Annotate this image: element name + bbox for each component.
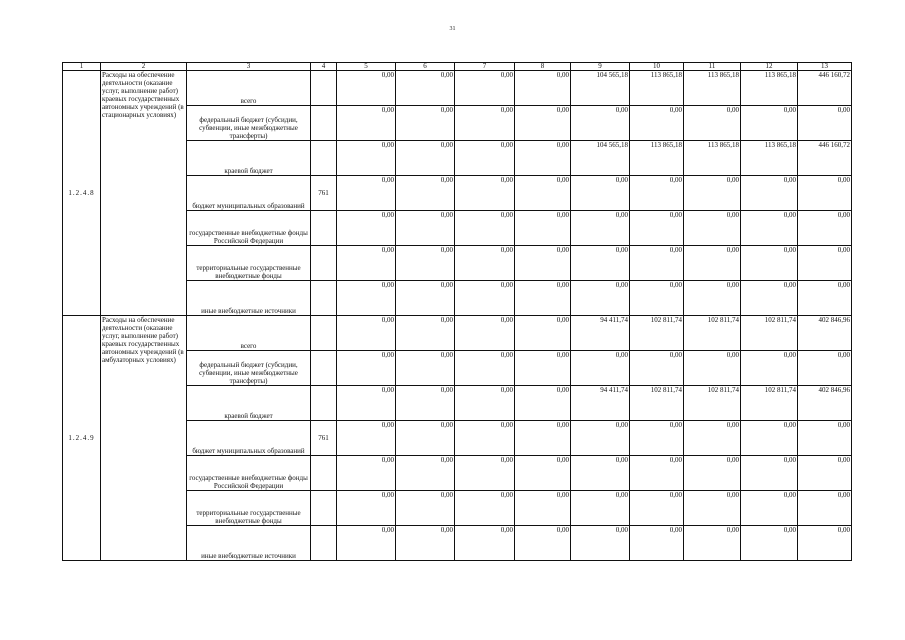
amount-cell: 0,00 bbox=[515, 456, 571, 491]
grbs-code: 761 bbox=[311, 176, 337, 211]
amount-cell: 0,00 bbox=[630, 526, 684, 561]
column-number: 11 bbox=[684, 63, 741, 71]
amount-cell: 0,00 bbox=[455, 386, 515, 421]
amount-cell: 0,00 bbox=[396, 281, 455, 316]
amount-cell: 0,00 bbox=[396, 351, 455, 386]
amount-cell: 0,00 bbox=[684, 176, 741, 211]
amount-cell: 0,00 bbox=[515, 491, 571, 526]
amount-cell: 0,00 bbox=[571, 526, 630, 561]
amount-cell: 0,00 bbox=[630, 106, 684, 141]
column-number: 3 bbox=[187, 63, 311, 71]
table-row bbox=[63, 71, 852, 106]
amount-cell: 0,00 bbox=[396, 456, 455, 491]
amount-cell: 0,00 bbox=[337, 316, 396, 351]
amount-cell: 402 846,96 bbox=[798, 386, 852, 421]
funding-source: бюджет муниципальных образований bbox=[187, 176, 311, 211]
amount-cell: 0,00 bbox=[630, 176, 684, 211]
amount-cell: 0,00 bbox=[337, 386, 396, 421]
amount-cell: 102 811,74 bbox=[741, 386, 798, 421]
amount-cell: 0,00 bbox=[798, 491, 852, 526]
amount-cell: 0,00 bbox=[337, 71, 396, 106]
amount-cell: 0,00 bbox=[571, 246, 630, 281]
page-number: 31 bbox=[449, 26, 456, 32]
budget-table-body bbox=[63, 63, 852, 561]
amount-cell: 0,00 bbox=[455, 491, 515, 526]
amount-cell: 0,00 bbox=[515, 246, 571, 281]
amount-cell: 0,00 bbox=[798, 351, 852, 386]
amount-cell: 0,00 bbox=[684, 456, 741, 491]
funding-source: государственные внебюджетные фонды Российской Федерации bbox=[187, 456, 311, 491]
funding-source: территориальные государственные внебюджетные фонды bbox=[187, 491, 311, 526]
funding-source: территориальные государственные внебюджетные фонды bbox=[187, 246, 311, 281]
amount-cell: 0,00 bbox=[798, 421, 852, 456]
column-number: 9 bbox=[571, 63, 630, 71]
amount-cell: 94 411,74 bbox=[571, 386, 630, 421]
column-number: 7 bbox=[455, 63, 515, 71]
amount-cell: 0,00 bbox=[798, 176, 852, 211]
amount-cell: 104 565,18 bbox=[571, 141, 630, 176]
column-number: 4 bbox=[311, 63, 337, 71]
amount-cell: 0,00 bbox=[571, 351, 630, 386]
amount-cell: 0,00 bbox=[455, 211, 515, 246]
funding-source: всего bbox=[187, 316, 311, 351]
table-row bbox=[63, 316, 852, 351]
amount-cell: 113 865,18 bbox=[741, 71, 798, 106]
grbs-cell bbox=[311, 526, 337, 561]
amount-cell: 446 160,72 bbox=[798, 141, 852, 176]
amount-cell: 0,00 bbox=[515, 106, 571, 141]
amount-cell: 0,00 bbox=[515, 71, 571, 106]
amount-cell: 102 811,74 bbox=[684, 316, 741, 351]
amount-cell: 0,00 bbox=[455, 71, 515, 106]
funding-source: государственные внебюджетные фонды Российской Федерации bbox=[187, 211, 311, 246]
amount-cell: 0,00 bbox=[515, 351, 571, 386]
amount-cell: 0,00 bbox=[396, 176, 455, 211]
amount-cell: 102 811,74 bbox=[630, 316, 684, 351]
amount-cell: 0,00 bbox=[571, 211, 630, 246]
expense-description: Расходы на обеспечение деятельности (оказание услуг, выполнение работ) краевых государственных автономных учреждений (в стационарных условиях) bbox=[101, 71, 187, 316]
amount-cell: 0,00 bbox=[337, 281, 396, 316]
amount-cell: 0,00 bbox=[515, 141, 571, 176]
funding-source: краевой бюджет bbox=[187, 141, 311, 176]
amount-cell: 0,00 bbox=[396, 246, 455, 281]
expense-description: Расходы на обеспечение деятельности (оказание услуг, выполнение работ) краевых государственных автономных учреждений (в амбулаторных условиях) bbox=[101, 316, 187, 561]
grbs-cell bbox=[311, 351, 337, 386]
amount-cell: 0,00 bbox=[630, 281, 684, 316]
amount-cell: 0,00 bbox=[515, 526, 571, 561]
amount-cell: 0,00 bbox=[396, 316, 455, 351]
amount-cell: 0,00 bbox=[571, 456, 630, 491]
amount-cell: 0,00 bbox=[684, 421, 741, 456]
amount-cell: 0,00 bbox=[798, 211, 852, 246]
amount-cell: 0,00 bbox=[741, 176, 798, 211]
amount-cell: 0,00 bbox=[571, 176, 630, 211]
amount-cell: 0,00 bbox=[396, 71, 455, 106]
amount-cell: 0,00 bbox=[337, 421, 396, 456]
amount-cell: 0,00 bbox=[396, 421, 455, 456]
funding-source: иные внебюджетные источники bbox=[187, 281, 311, 316]
amount-cell: 0,00 bbox=[798, 281, 852, 316]
amount-cell: 0,00 bbox=[630, 246, 684, 281]
amount-cell: 0,00 bbox=[455, 176, 515, 211]
grbs-code: 761 bbox=[311, 421, 337, 456]
amount-cell: 446 160,72 bbox=[798, 71, 852, 106]
amount-cell: 0,00 bbox=[630, 456, 684, 491]
funding-source: всего bbox=[187, 71, 311, 106]
amount-cell: 0,00 bbox=[741, 456, 798, 491]
amount-cell: 102 811,74 bbox=[684, 386, 741, 421]
amount-cell: 0,00 bbox=[684, 106, 741, 141]
amount-cell: 0,00 bbox=[455, 106, 515, 141]
column-number: 10 bbox=[630, 63, 684, 71]
amount-cell: 0,00 bbox=[396, 386, 455, 421]
column-number: 13 bbox=[798, 63, 852, 71]
amount-cell: 0,00 bbox=[741, 491, 798, 526]
column-number-row bbox=[63, 63, 852, 71]
amount-cell: 0,00 bbox=[337, 106, 396, 141]
grbs-cell bbox=[311, 281, 337, 316]
amount-cell: 104 565,18 bbox=[571, 71, 630, 106]
amount-cell: 0,00 bbox=[571, 421, 630, 456]
amount-cell: 402 846,96 bbox=[798, 316, 852, 351]
amount-cell: 0,00 bbox=[455, 526, 515, 561]
amount-cell: 0,00 bbox=[337, 526, 396, 561]
amount-cell: 0,00 bbox=[515, 176, 571, 211]
amount-cell: 0,00 bbox=[684, 246, 741, 281]
amount-cell: 113 865,18 bbox=[684, 141, 741, 176]
amount-cell: 0,00 bbox=[455, 246, 515, 281]
amount-cell: 0,00 bbox=[515, 316, 571, 351]
row-code: 1.2.4.8 bbox=[63, 71, 101, 316]
amount-cell: 0,00 bbox=[571, 106, 630, 141]
amount-cell: 0,00 bbox=[396, 141, 455, 176]
amount-cell: 0,00 bbox=[684, 491, 741, 526]
grbs-cell bbox=[311, 211, 337, 246]
amount-cell: 0,00 bbox=[396, 106, 455, 141]
grbs-cell bbox=[311, 106, 337, 141]
amount-cell: 0,00 bbox=[630, 351, 684, 386]
amount-cell: 0,00 bbox=[630, 211, 684, 246]
grbs-cell bbox=[311, 141, 337, 176]
amount-cell: 0,00 bbox=[515, 386, 571, 421]
grbs-cell bbox=[311, 316, 337, 351]
amount-cell: 113 865,18 bbox=[684, 71, 741, 106]
grbs-cell bbox=[311, 491, 337, 526]
amount-cell: 0,00 bbox=[337, 141, 396, 176]
amount-cell: 0,00 bbox=[798, 456, 852, 491]
funding-source: федеральный бюджет (субсидии, субвенции, иные межбюджетные трансферты) bbox=[187, 351, 311, 386]
amount-cell: 0,00 bbox=[396, 491, 455, 526]
amount-cell: 0,00 bbox=[684, 351, 741, 386]
grbs-cell bbox=[311, 386, 337, 421]
amount-cell: 0,00 bbox=[337, 211, 396, 246]
amount-cell: 0,00 bbox=[571, 491, 630, 526]
column-number: 8 bbox=[515, 63, 571, 71]
amount-cell: 0,00 bbox=[337, 491, 396, 526]
amount-cell: 0,00 bbox=[455, 281, 515, 316]
funding-source: краевой бюджет bbox=[187, 386, 311, 421]
amount-cell: 0,00 bbox=[741, 351, 798, 386]
amount-cell: 0,00 bbox=[515, 211, 571, 246]
amount-cell: 0,00 bbox=[741, 421, 798, 456]
column-number: 6 bbox=[396, 63, 455, 71]
amount-cell: 0,00 bbox=[684, 526, 741, 561]
amount-cell: 0,00 bbox=[630, 421, 684, 456]
column-number: 2 bbox=[101, 63, 187, 71]
amount-cell: 0,00 bbox=[741, 246, 798, 281]
funding-source: иные внебюджетные источники bbox=[187, 526, 311, 561]
row-code: 1.2.4.9 bbox=[63, 316, 101, 561]
amount-cell: 0,00 bbox=[798, 246, 852, 281]
amount-cell: 113 865,18 bbox=[630, 71, 684, 106]
funding-source: бюджет муниципальных образований bbox=[187, 421, 311, 456]
amount-cell: 0,00 bbox=[455, 141, 515, 176]
amount-cell: 0,00 bbox=[337, 351, 396, 386]
amount-cell: 0,00 bbox=[515, 421, 571, 456]
amount-cell: 0,00 bbox=[684, 281, 741, 316]
amount-cell: 0,00 bbox=[396, 526, 455, 561]
amount-cell: 94 411,74 bbox=[571, 316, 630, 351]
column-number: 5 bbox=[337, 63, 396, 71]
amount-cell: 0,00 bbox=[337, 456, 396, 491]
grbs-cell bbox=[311, 71, 337, 106]
funding-source: федеральный бюджет (субсидии, субвенции, иные межбюджетные трансферты) bbox=[187, 106, 311, 141]
amount-cell: 0,00 bbox=[455, 456, 515, 491]
column-number: 12 bbox=[741, 63, 798, 71]
amount-cell: 102 811,74 bbox=[741, 316, 798, 351]
amount-cell: 113 865,18 bbox=[630, 141, 684, 176]
amount-cell: 0,00 bbox=[571, 281, 630, 316]
amount-cell: 0,00 bbox=[741, 211, 798, 246]
amount-cell: 0,00 bbox=[455, 351, 515, 386]
amount-cell: 0,00 bbox=[798, 106, 852, 141]
amount-cell: 102 811,74 bbox=[630, 386, 684, 421]
amount-cell: 113 865,18 bbox=[741, 141, 798, 176]
budget-table bbox=[62, 62, 852, 561]
amount-cell: 0,00 bbox=[455, 421, 515, 456]
amount-cell: 0,00 bbox=[337, 246, 396, 281]
amount-cell: 0,00 bbox=[455, 316, 515, 351]
column-number: 1 bbox=[63, 63, 101, 71]
amount-cell: 0,00 bbox=[515, 281, 571, 316]
amount-cell: 0,00 bbox=[337, 176, 396, 211]
amount-cell: 0,00 bbox=[684, 211, 741, 246]
amount-cell: 0,00 bbox=[741, 526, 798, 561]
amount-cell: 0,00 bbox=[798, 526, 852, 561]
grbs-cell bbox=[311, 456, 337, 491]
amount-cell: 0,00 bbox=[741, 281, 798, 316]
amount-cell: 0,00 bbox=[741, 106, 798, 141]
amount-cell: 0,00 bbox=[396, 211, 455, 246]
grbs-cell bbox=[311, 246, 337, 281]
amount-cell: 0,00 bbox=[630, 491, 684, 526]
